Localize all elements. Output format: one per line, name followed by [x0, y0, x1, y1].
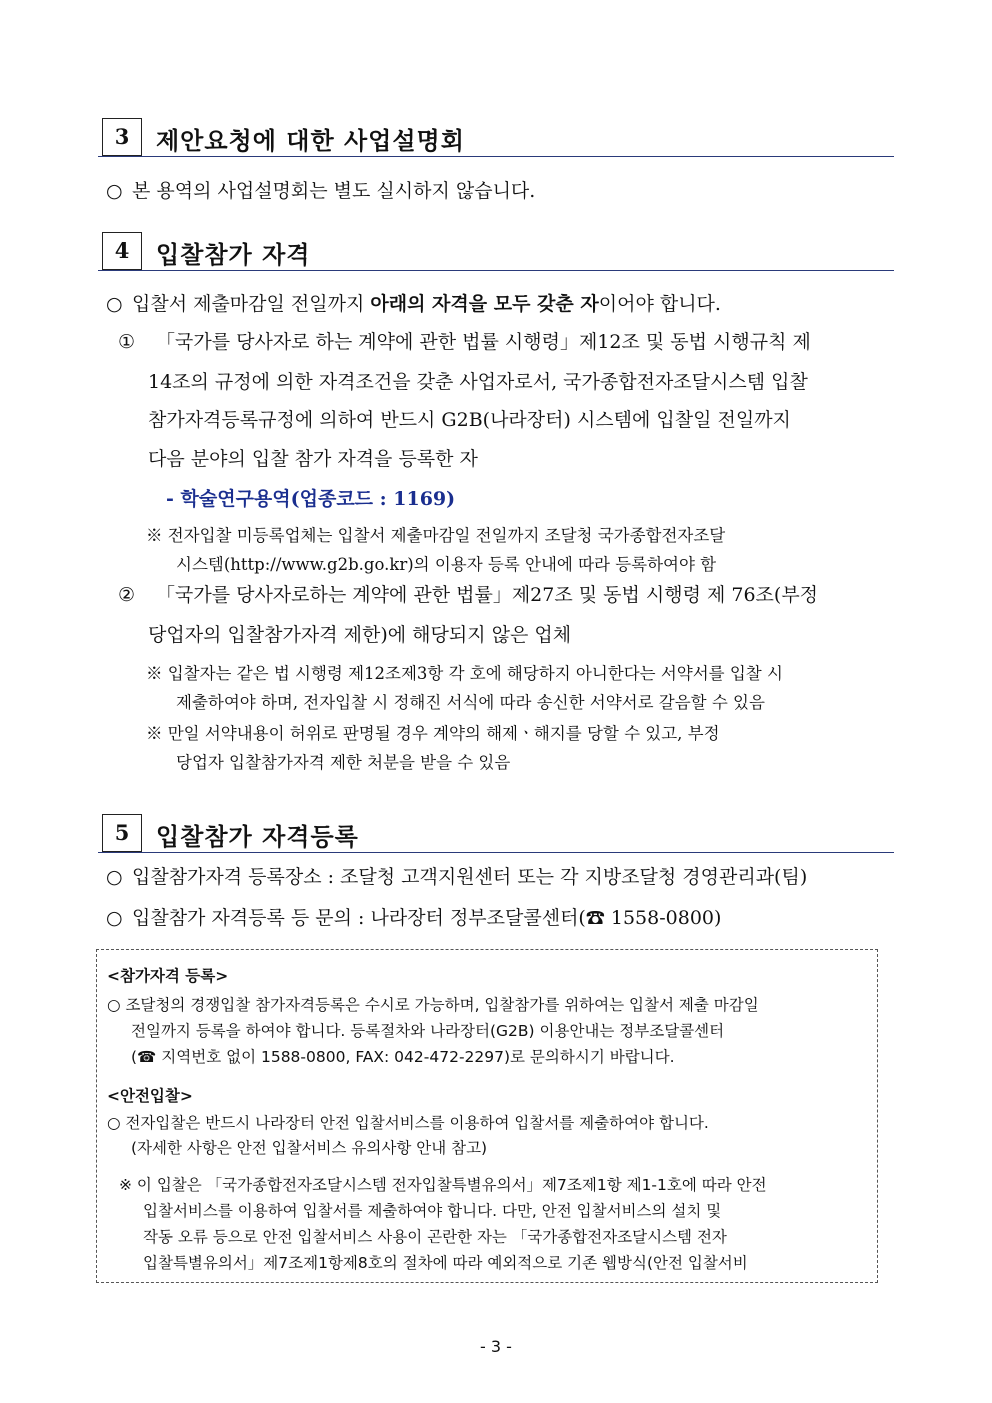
page-number: - 3 -: [480, 1337, 512, 1356]
s4-intro-a: 입찰서 제출마감일 전일까지: [132, 293, 371, 315]
s5-line2: [106, 903, 721, 930]
section-header-3: [98, 118, 894, 157]
section-number: 5: [102, 814, 142, 852]
s4-intro: [106, 289, 721, 316]
item-text: 「국가를 당사자로하는 계약에 관한 법률」제27조 및 동법 시행령 제 76조(부정: [156, 584, 819, 606]
box-p3-line2: 입찰서비스를 이용하여 입찰서를 제출하여야 합니다. 다만, 안전 입찰서비스의 설치 및: [143, 1202, 722, 1220]
s4-note3-line2: 당업자 입찰참가자격 제한 처분을 받을 수 있음: [176, 753, 511, 772]
s4-item1-sub: - 학술연구용역(업종코드 : 1169): [166, 488, 456, 510]
s5-line1-text: 입찰참가자격 등록장소 : 조달청 고객지원센터 또는 각 지방조달청 경영관리과(팀): [132, 866, 808, 888]
section-header-5: [98, 814, 894, 853]
s4-note3-line1: ※ 만일 서약내용이 허위로 판명될 경우 계약의 해제ㆍ해지를 당할 수 있고, 부정: [146, 724, 720, 743]
box-heading-registration: <참가자격 등록>: [107, 967, 229, 985]
box-p2-line2: (자세한 사항은 안전 입찰서비스 유의사항 안내 참고): [131, 1139, 488, 1157]
s4-item1-line2: 14조의 규정에 의한 자격조건을 갖춘 사업자로서, 국가종합전자조달시스템 입찰: [148, 371, 808, 393]
item-number: ②: [118, 584, 136, 606]
section-title: 제안요청에 대한 사업설명회: [156, 126, 465, 155]
s4-item2-line2: 당업자의 입찰참가자격 제한)에 해당되지 않은 업체: [148, 624, 572, 646]
section-title: 입찰참가 자격: [156, 240, 311, 269]
s4-item1-line1: [118, 327, 811, 354]
bullet-icon: ○: [106, 293, 123, 315]
box-p2-line1: ○ 전자입찰은 반드시 나라장터 안전 입찰서비스를 이용하여 입찰서를 제출하여야 합니다.: [107, 1114, 709, 1132]
bullet-icon: ○: [106, 907, 123, 929]
s4-note2-line2: 제출하여야 하며, 전자입찰 시 정해진 서식에 따라 송신한 서약서로 갈음할 수 있음: [176, 693, 765, 712]
box-p3-line1: ※ 이 입찰은 「국가종합전자조달시스템 전자입찰특별유의서」제7조제1항 제1-1호에 따라 안전: [119, 1176, 767, 1194]
section-number: 3: [102, 118, 142, 156]
box-p1-line2: 전일까지 등록을 하여야 합니다. 등록절차와 나라장터(G2B) 이용안내는 정부조달콜센터: [131, 1022, 725, 1040]
item-text: 「국가를 당사자로 하는 계약에 관한 법률 시행령」제12조 및 동법 시행규칙 제: [156, 331, 811, 353]
s4-note1-line2: 시스템(http://www.g2b.go.kr)의 이용자 등록 안내에 따라 등록하여야 함: [176, 555, 717, 574]
s4-item1-line4: 다음 분야의 입찰 참가 자격을 등록한 자: [148, 448, 478, 470]
s4-item2-line1: [118, 580, 818, 607]
s4-intro-bold: 아래의 자격을 모두 갖춘 자: [370, 293, 599, 315]
box-heading-safe-bid: <안전입찰>: [107, 1087, 193, 1105]
box-p1-line1: ○ 조달청의 경쟁입찰 참가자격등록은 수시로 가능하며, 입찰참가를 위하여는 입찰서 제출 마감일: [107, 996, 759, 1014]
bullet-icon: ○: [106, 866, 123, 888]
s5-line1: [106, 862, 807, 889]
item-number: ①: [118, 331, 136, 353]
box-p1-line3: (☎ 지역번호 없이 1588-0800, FAX: 042-472-2297)로 문의하시기 바랍니다.: [131, 1048, 675, 1066]
s4-item1-line3: 참가자격등록규정에 의하여 반드시 G2B(나라장터) 시스템에 입찰일 전일까지: [148, 409, 791, 431]
section-number: 4: [102, 232, 142, 270]
s3-text: 본 용역의 사업설명회는 별도 실시하지 않습니다.: [132, 180, 536, 202]
s3-bullet-line: [106, 176, 535, 203]
box-p3-line3: 작동 오류 등으로 안전 입찰서비스 사용이 곤란한 자는 「국가종합전자조달시스템 전자: [143, 1228, 727, 1246]
section-header-4: [98, 232, 894, 271]
section-title: 입찰참가 자격등록: [156, 822, 359, 851]
box-p3-line4: 입찰특별유의서」제7조제1항제8호의 절차에 따라 예외적으로 기존 웹방식(안전 입찰서비: [143, 1254, 748, 1272]
notice-box: [96, 949, 878, 1283]
s4-note2-line1: ※ 입찰자는 같은 법 시행령 제12조제3항 각 호에 해당하지 아니한다는 서약서를 입찰 시: [146, 664, 783, 683]
bullet-icon: ○: [106, 180, 123, 202]
s4-intro-b: 이어야 합니다.: [598, 293, 721, 315]
s5-line2-text: 입찰참가 자격등록 등 문의 : 나라장터 정부조달콜센터(☎ 1558-0800): [132, 907, 722, 929]
s4-note1-line1: ※ 전자입찰 미등록업체는 입찰서 제출마감일 전일까지 조달청 국가종합전자조달: [146, 526, 726, 545]
